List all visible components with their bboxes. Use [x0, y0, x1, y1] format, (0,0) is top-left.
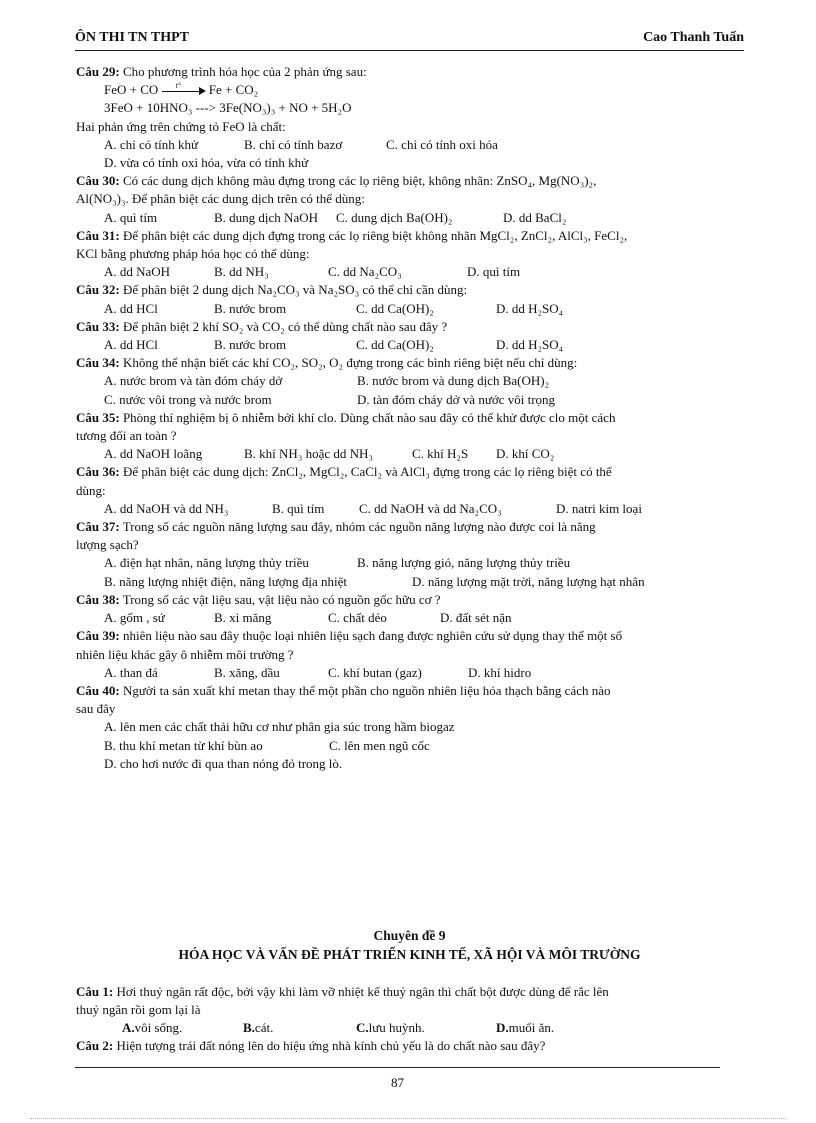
q31-line-2: KCl bằng phương pháp hóa học có thể dùng: [76, 246, 310, 262]
q30-options: A. quì tím B. dung dịch NaOH C. dung dịch Ba(OH)₂ D. dd BaCl₂ [104, 209, 567, 225]
footer-rule [75, 1067, 720, 1068]
header-title: ÔN THI TN THPT [75, 30, 189, 45]
questions-part-1 [76, 63, 748, 773]
questions-part-2 [76, 983, 748, 1055]
q29-line: Hai phản ứng trên chứng tỏ FeO là chất: [76, 118, 286, 134]
q31-options: A. dd NaOH B. dd NH₃ C. dd Na₂CO₃ D. quì tím [104, 264, 521, 280]
question-35: Câu 35: Phòng thí nghiệm bị ô nhiễm bởi khí clo. Dùng chất nào sau đây có thể khử được clo một cách [76, 409, 616, 425]
section-title: HÓA HỌC VÀ VẤN ĐỀ PHÁT TRIỂN KINH TẾ, XÃ HỘI VÀ MÔI TRƯỜNG [178, 947, 641, 962]
question-40: Câu 40: Người ta sản xuất khí metan thay thế một phần cho nguồn nhiên liệu hóa thạch bằng cách nào [76, 682, 611, 698]
q29-equation-1: FeO + CO t° Fe + CO₂ [104, 81, 259, 98]
q33-options: A. dd HCl B. nước brom C. dd Ca(OH)₂ D. dd H₂SO₄ [104, 337, 564, 353]
page-bottom-border [30, 1118, 786, 1119]
q29-option-d: D. vừa có tính oxi hóa, vừa có tính khử [104, 155, 309, 171]
page-number: 87 [391, 1075, 404, 1090]
q38-options: A. gốm , sứ B. xi măng C. chất dẻo D. đất sét nặn [104, 610, 512, 626]
question-32: Câu 32: Để phân biệt 2 dung dịch Na₂CO₃ và Na₂SO₃ có thể chỉ cần dùng: [76, 282, 468, 298]
section-question-1: Câu 1: Hơi thuỷ ngân rất độc, bởi vậy khi làm vỡ nhiệt kế thuỷ ngân thì chất bột được dùng để rắc lên [76, 984, 609, 999]
q39-options: A. than đá B. xăng, dầu C. khí butan (gaz) D. khí hidro [104, 664, 532, 680]
question-39: Câu 39: nhiên liệu nào sau đây thuộc loại nhiên liệu sạch đang được nghiên cứu sử dụng thay thế một số [76, 628, 623, 644]
q34-options-ab: A. nước brom và tàn đóm cháy dở B. nước brom và dung dịch Ba(OH)₂ [104, 373, 550, 389]
q30-line-2: Al(NO₃)₃. Để phân biệt các dung dịch trên có thể dùng: [76, 191, 365, 207]
q36-line-2: dùng: [76, 482, 106, 498]
q37-options-ab: A. điện hạt nhân, năng lượng thủy triều B. năng lượng gió, năng lượng thủy triều [104, 555, 571, 571]
question-36: Câu 36: Để phân biệt các dung dịch: ZnCl₂, MgCl₂, CaCl₂ và AlCl₃ đựng trong các lọ riêng biệt có thể [76, 464, 612, 480]
q37-line-2: lượng sạch? [76, 537, 139, 553]
q35-options: A. dd NaOH loãng B. khí NH₃ hoặc dd NH₃ C. khí H₂S D. khí CO₂ [104, 446, 555, 462]
q40-option-d: D. cho hơi nước đi qua than nóng đỏ trong lò. [104, 755, 343, 771]
page-header [75, 30, 744, 51]
q39-line-2: nhiên liệu khác gây ô nhiễm môi trường ? [76, 646, 294, 662]
q34-options-cd: C. nước vôi trong và nước brom D. tàn đóm cháy dở và nước vôi trọng [104, 391, 556, 407]
section-number: Chuyên đề 9 [373, 928, 446, 943]
q40-options-bc: B. thu khí metan từ khí bùn ao C. lên men ngũ cốc [104, 737, 430, 753]
reaction-arrow-icon: t° [162, 87, 206, 95]
question-33: Câu 33: Để phân biệt 2 khí SO₂ và CO₂ có thể dùng chất nào sau đây ? [76, 318, 448, 334]
q40-line-2: sau đây [76, 701, 116, 717]
q29-equation-2: 3FeO + 10HNO₃ ---> 3Fe(NO₃)₃ + NO + 5H₂O [104, 100, 352, 116]
q36-options: A. dd NaOH và dd NH₃ B. quì tím C. dd NaOH và dd Na₂CO₃ D. natri kim loại [104, 500, 642, 516]
q37-options-cd: B. năng lượng nhiệt điện, năng lượng địa nhiệt D. năng lượng mặt trời, năng lượng hạt nhân [104, 573, 645, 589]
s1-line-2: thuỷ ngân rồi gom lại là [76, 1002, 201, 1017]
question-29: Câu 29: Cho phương trình hóa học của 2 phản ứng sau: [76, 64, 367, 79]
section-heading [75, 927, 744, 965]
question-38: Câu 38: Trong số các vật liệu sau, vật liệu nào có nguồn gốc hữu cơ ? [76, 591, 441, 607]
q35-line-2: tương đối an toàn ? [76, 428, 177, 444]
question-37: Câu 37: Trong số các nguồn năng lượng sau đây, nhóm các nguồn năng lượng nào được coi là năng [76, 519, 596, 535]
question-30: Câu 30: Có các dung dịch không màu đựng trong các lọ riêng biệt, không nhãn: ZnSO₄, Mg(NO₃)₂, [76, 173, 597, 189]
question-34: Câu 34: Không thể nhận biết các khí CO₂, SO₂, O₂ đựng trong các bình riêng biệt nếu chỉ dùng: [76, 355, 578, 371]
q32-options: A. dd HCl B. nước brom C. dd Ca(OH)₂ D. dd H₂SO₄ [104, 300, 564, 316]
question-31: Câu 31: Để phân biệt các dung dịch đựng trong các lọ riêng biệt không nhãn MgCl₂, ZnCl₂, AlCl₃, FeCl₂, [76, 227, 628, 243]
q40-option-a: A. lên men các chất thải hữu cơ như phân gia súc trong hầm biogaz [104, 719, 455, 735]
section-question-2: Câu 2: Hiện tượng trái đất nóng lên do hiệu ứng nhà kính chủ yếu là do chất nào sau đây? [76, 1038, 546, 1053]
header-author: Cao Thanh Tuấn [643, 30, 744, 45]
q29-options: A. chỉ có tính khử B. chỉ có tính bazơ C. chỉ có tính oxi hóa [104, 136, 498, 152]
s1-options: A.vôi sống. B.cát. C.lưu huỳnh. D.muối ăn. [122, 1020, 555, 1035]
